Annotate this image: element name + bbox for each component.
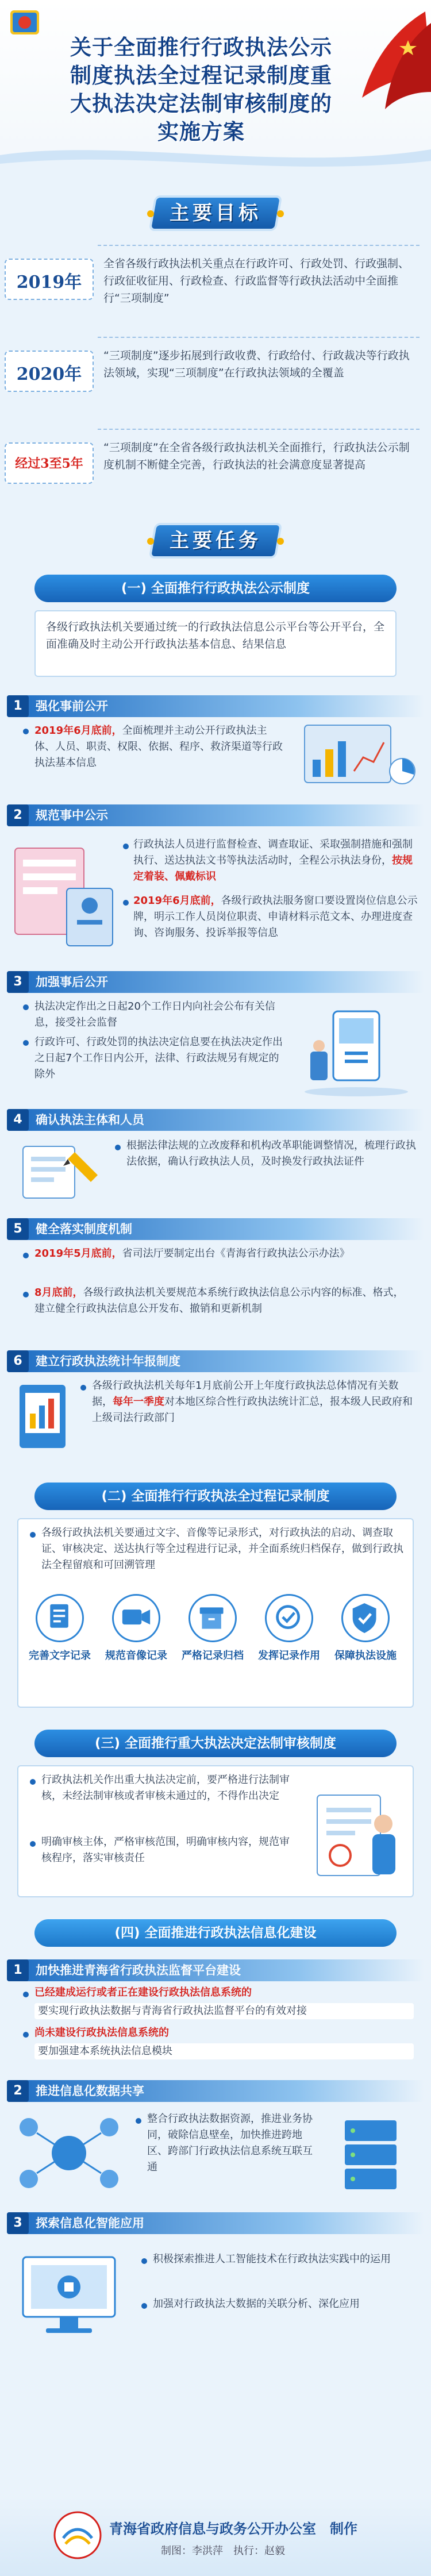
tasks-banner bbox=[144, 517, 287, 564]
title-line: 关于全面推行行政执法公示 bbox=[70, 35, 332, 60]
icon-label: 完善文字记录 bbox=[29, 1650, 91, 1662]
section1-intro-box bbox=[34, 610, 397, 677]
document-pen-illustration bbox=[17, 1141, 103, 1204]
header bbox=[0, 0, 431, 172]
task-subtitle: 尚未建设行政执法信息系统的 bbox=[34, 2027, 169, 2039]
task-text: 2019年6月底前，各级行政执法服务窗口要设置岗位信息公示牌，明示工作人员岗位职责、申请材料示范文本、办理进度查询、咨询服务、投诉举报等信息 bbox=[133, 895, 418, 939]
goal-year: 2020年 bbox=[16, 364, 82, 384]
task-text: 根据法律法规的立改废释和机构改革职能调整情况，梳理行政执法依据，确认行政执法人员，及时换发行政执法证件 bbox=[126, 1139, 416, 1168]
section1-title: (一) 全面推行行政执法公示制度 bbox=[34, 575, 397, 602]
task-title: 强化事前公开 bbox=[36, 699, 108, 713]
goal-year: 2019年 bbox=[16, 272, 82, 292]
task-number: 6 bbox=[7, 1350, 29, 1372]
task-text: 行政许可、行政处罚的执法决定信息要在执法决定作出之日起7个工作日内公开，法律、行政法规另有规定的除外 bbox=[34, 1036, 283, 1080]
ai-computer-illustration bbox=[11, 2246, 132, 2343]
task-title: 加强事后公开 bbox=[36, 975, 108, 989]
task-subtitle: 已经建成运行或者正在建设行政执法信息系统的 bbox=[34, 1986, 252, 1999]
task-title: 健全落实制度机制 bbox=[36, 1222, 132, 1236]
task-text: 整合行政执法数据资源，推进业务协同，破除信息壁垒，加快推进跨地区、跨部门行政执法信息系统互联互通 bbox=[147, 2113, 313, 2173]
section3-text: 行政执法机关作出重大执法决定前，要严格进行法制审核，未经法制审核或者审核未通过的，不得作出决定 bbox=[41, 1774, 290, 1802]
task-text: 2019年6月底前，全面梳理并主动公开行政执法主体、人员、职责、权限、依据、程序、救济渠道等行政执法基本信息 bbox=[34, 725, 283, 769]
task-text: 加强对行政执法大数据的关联分析、深化应用 bbox=[153, 2298, 360, 2310]
task-row bbox=[7, 1218, 424, 1240]
facility-icon bbox=[341, 1594, 390, 1642]
icon-label: 发挥记录作用 bbox=[258, 1650, 320, 1662]
archive-icon bbox=[188, 1594, 237, 1642]
task-number: 4 bbox=[7, 1109, 29, 1131]
section2-box bbox=[17, 1518, 414, 1708]
section2-title: (二) 全面推行行政执法全过程记录制度 bbox=[34, 1483, 397, 1510]
task-number: 2 bbox=[7, 2080, 29, 2102]
goals-heading: 主要目标 bbox=[170, 202, 261, 225]
page-title bbox=[52, 33, 351, 146]
icon-label: 规范音像记录 bbox=[105, 1650, 167, 1662]
goal-text: “三项制度”逐步拓展到行政收费、行政给付、行政裁决等行政执法领域，实现“三项制度”在行政执法领域的全覆盖 bbox=[103, 349, 410, 379]
task-number: 1 bbox=[7, 695, 29, 717]
task-number: 3 bbox=[7, 971, 29, 993]
footer bbox=[0, 2497, 431, 2576]
task-text: 要加强建本系统执法信息模块 bbox=[34, 2043, 414, 2059]
video-record-icon bbox=[112, 1594, 160, 1642]
title-line: 制度执法全过程记录制度重 bbox=[70, 63, 332, 88]
section4-title: (四) 全面推进行政执法信息化建设 bbox=[34, 1919, 397, 1947]
task-text: 行政执法人员进行监督检查、调查取证、采取强制措施和强制执行、送达执法文书等执法活动时，全程公示执法身份，按规定着装、佩戴标识 bbox=[133, 838, 413, 883]
task-title: 确认执法主体和人员 bbox=[36, 1113, 144, 1127]
task-title: 推进信息化数据共享 bbox=[36, 2084, 144, 2098]
task-deadline: 2019年6月底前， bbox=[34, 725, 122, 737]
task-number: 5 bbox=[7, 1218, 29, 1240]
goal-badge bbox=[5, 259, 94, 300]
footer-org: 青海省政府信息与政务公开办公室 制作 bbox=[109, 2521, 357, 2537]
task-title: 规范事中公示 bbox=[36, 808, 108, 822]
title-line: 实施方案 bbox=[157, 120, 245, 144]
task-row bbox=[7, 804, 424, 826]
goal-text: 全省各级行政执法机关重点在行政许可、行政处罚、行政强制、行政征收征用、行政检查、行政监督等行政执法活动中全面推行“三项制度” bbox=[103, 257, 410, 305]
task-text: 2019年5月底前，省司法厅要制定出台《青海省行政执法公示办法》 bbox=[34, 1247, 350, 1260]
goals-banner bbox=[144, 190, 287, 237]
goal-text: “三项制度”在全省各级行政执法机关全面推行，行政执法公示制度机制不断健全完善，行政执法的社会满意度显著提高 bbox=[103, 441, 410, 471]
task-row bbox=[7, 1109, 424, 1131]
server-illustration bbox=[328, 2115, 420, 2195]
section3-text: 明确审核主体，严格审核范围，明确审核内容，规范审核程序，落实审核责任 bbox=[41, 1836, 290, 1864]
tasks-heading: 主要任务 bbox=[170, 529, 261, 552]
task-number: 3 bbox=[7, 2212, 29, 2234]
task-text: 执法决定作出之日起20个工作日内向社会公布有关信息，接受社会监督 bbox=[34, 1000, 275, 1029]
task-row bbox=[7, 2080, 424, 2102]
wave-decoration bbox=[0, 132, 431, 172]
icon-label: 严格记录归档 bbox=[182, 1650, 244, 1662]
goal-badge bbox=[5, 351, 94, 392]
text-record-icon bbox=[36, 1594, 84, 1642]
record-use-icon bbox=[265, 1594, 313, 1642]
task-title: 探索信息化智能应用 bbox=[36, 2216, 144, 2230]
review-person-illustration bbox=[306, 1778, 409, 1887]
data-screen-illustration bbox=[299, 719, 420, 794]
goal-year: 经过3至5年 bbox=[15, 456, 83, 471]
seal-icon bbox=[52, 2509, 103, 2561]
task-row bbox=[7, 1959, 424, 1981]
info-board-illustration bbox=[9, 837, 118, 952]
report-book-illustration bbox=[11, 1379, 75, 1454]
task-row bbox=[7, 2212, 424, 2234]
task-number: 2 bbox=[7, 804, 29, 826]
section3-title: (三) 全面推行重大执法决定法制审核制度 bbox=[34, 1730, 397, 1757]
kiosk-illustration bbox=[299, 1000, 414, 1098]
task-text: 积极探索推进人工智能技术在行政执法实践中的运用 bbox=[153, 2253, 391, 2265]
section2-text: 各级行政执法机关要通过文字、音像等记录形式，对行政执法的启动、调查取证、审核决定、送达执行等全过程进行记录，并全面系统归档保存，做到行政执法全程留痕和可回溯管理 bbox=[41, 1527, 403, 1571]
data-share-illustration bbox=[11, 2110, 126, 2196]
task-title: 建立行政执法统计年报制度 bbox=[36, 1354, 180, 1368]
task-text: 要实现行政执法数据与青海省行政执法监督平台的有效对接 bbox=[34, 2003, 414, 2019]
logo-icon bbox=[8, 7, 41, 38]
section3-box bbox=[17, 1765, 414, 1897]
task-number: 1 bbox=[7, 1959, 29, 1981]
footer-credit: 制图：李洪萍 执行：赵毅 bbox=[161, 2545, 285, 2557]
task-row bbox=[7, 1350, 424, 1372]
task-text: 各级行政执法机关每年1月底前公开上年度行政执法总体情况有关数据，每年一季度对本地区综合性行政执法统计汇总，报本级人民政府和上级司法行政部门 bbox=[92, 1380, 413, 1424]
icon-label: 保障执法设施 bbox=[334, 1650, 397, 1662]
task-row bbox=[7, 971, 424, 993]
section1-intro: 各级行政执法机关要通过统一的行政执法信息公示平台等公开平台，全面准确及时主动公开行政执法基本信息、结果信息 bbox=[46, 621, 385, 650]
task-text: 8月底前，各级行政执法机关要规范本系统行政执法信息公示内容的标准、格式，建立健全行政执法信息公开发布、撤销和更新机制 bbox=[34, 1287, 404, 1315]
task-row bbox=[7, 695, 424, 717]
goal-badge bbox=[5, 442, 94, 484]
task-title: 加快推进青海省行政执法监督平台建设 bbox=[36, 1963, 241, 1977]
title-line: 大执法决定法制审核制度的 bbox=[70, 91, 332, 116]
